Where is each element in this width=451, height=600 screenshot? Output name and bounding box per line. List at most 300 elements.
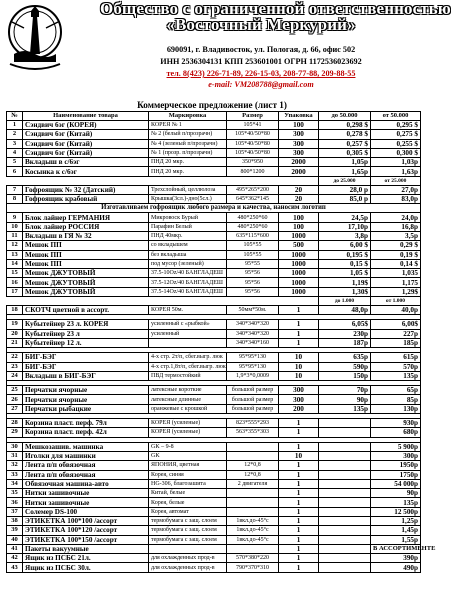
table-row	[7, 250, 421, 259]
cell-name: Обвязочная машина-авто	[23, 479, 149, 488]
cell-number: 15	[7, 269, 23, 278]
cell-number: 22	[7, 353, 23, 362]
table-row	[7, 269, 421, 278]
cell-marking: ПНД 40мкр.	[149, 231, 227, 240]
cell-price-high: 615р	[371, 353, 421, 362]
cell-name: Мешок ДЖУТОВЫЙ	[23, 287, 149, 296]
header-size: Размер	[227, 112, 279, 121]
price-break-low: до 1.000	[319, 297, 371, 306]
cell-name: Мешок ПП	[23, 259, 149, 268]
cell-marking: КОРЕЯ (усиленые)	[149, 428, 227, 437]
cell-name: Мешок ПП	[23, 241, 149, 250]
cell-price-high: 0,255 $	[371, 139, 421, 148]
cell-marking: для охлажденных прод-в	[149, 563, 227, 572]
cell-marking: термобумага с защ. слоем	[149, 535, 227, 544]
cell-marking: 37.5-12Oz/40 БАНГЛАДЕШ	[149, 278, 227, 287]
cell-size: 95*56	[227, 287, 279, 296]
table-row	[7, 516, 421, 525]
cell-price-high: 6,00$	[371, 320, 421, 329]
cell-size: 95*56	[227, 269, 279, 278]
cell-price-low	[319, 470, 371, 479]
cell-size: 2 двигателя	[227, 479, 279, 488]
cell-marking: латексные короткие	[149, 386, 227, 395]
cell-name: Гофроящик № 32 (Датский)	[23, 185, 149, 194]
header-number: №	[7, 112, 23, 121]
offer-title: Коммерческое предложение (лист 1)	[137, 100, 287, 110]
cell-name: Вкладыш в БИГ-БЭГ	[23, 371, 149, 380]
cell-package: 1	[279, 306, 319, 315]
cell-price-high: 65р	[371, 386, 421, 395]
table-row	[7, 158, 421, 167]
cell-price-high: 40,0р	[371, 306, 421, 315]
table-row	[7, 461, 421, 470]
table-row	[7, 185, 421, 194]
company-address: 690091, г. Владивосток, ул. Пологая, д. 66, офис 502	[166, 45, 356, 54]
cell-number: 17	[7, 287, 23, 296]
cell-size: 340*340*160	[227, 338, 279, 347]
cell-name: СКОТЧ цветной в ассорт.	[23, 306, 149, 315]
cell-marking: 4-х стр. 2т/п, сбег.выгр. люк	[149, 353, 227, 362]
table-row	[7, 489, 421, 498]
cell-size: 480*250*60	[227, 213, 279, 222]
company-phones: тел. 8(423) 226-71-89, 226-15-03, 208-77-88, 209-88-55	[166, 69, 356, 78]
cell-price-high: 1,55р	[371, 535, 421, 544]
cell-price-high: 135р	[371, 371, 421, 380]
cell-number: 34	[7, 479, 23, 488]
cell-price-low	[319, 554, 371, 563]
cell-number: 32	[7, 461, 23, 470]
cell-package: 1	[279, 554, 319, 563]
table-row	[7, 130, 421, 139]
cell-package: 300	[279, 139, 319, 148]
cell-package: 300	[279, 130, 319, 139]
table-row	[7, 329, 421, 338]
cell-package: 500	[279, 241, 319, 250]
cell-package: 100	[279, 121, 319, 130]
cell-number: 19	[7, 320, 23, 329]
cell-number: 40	[7, 535, 23, 544]
cell-price-high: 1950р	[371, 461, 421, 470]
cell-number: 35	[7, 489, 23, 498]
cell-marking: оранжевые с крошкой	[149, 404, 227, 413]
cell-package: 1	[279, 470, 319, 479]
cell-package: 2000	[279, 158, 319, 167]
cell-number: 9	[7, 213, 23, 222]
cell-package: 1	[279, 329, 319, 338]
table-row	[7, 386, 421, 395]
cell-price-high: 0,19 $	[371, 250, 421, 259]
table-row	[7, 320, 421, 329]
table-row	[7, 371, 421, 380]
cell-name: Сэндвич 6эг (Китай)	[23, 130, 149, 139]
cell-name: Перчатки рыбацкие	[23, 404, 149, 413]
cell-price-low	[319, 442, 371, 451]
cell-number: 30	[7, 442, 23, 451]
cell-price-high: 24,0р	[371, 213, 421, 222]
cell-name: Кубытейнер 23 л. КОРЕЯ	[23, 320, 149, 329]
cell-price-high: 1,29$	[371, 287, 421, 296]
cell-number: 7	[7, 185, 23, 194]
cell-size: 105*41	[227, 121, 279, 130]
cell-number: 23	[7, 362, 23, 371]
cell-price-low	[319, 535, 371, 544]
cell-price-high: 1,63р	[371, 167, 421, 176]
price-break-spacer	[7, 297, 319, 306]
cell-marking: Китай, белые	[149, 489, 227, 498]
cell-size: 50мм*50м.	[227, 306, 279, 315]
table-row	[7, 222, 421, 231]
table-row	[7, 404, 421, 413]
lighthouse-logo-icon	[6, 2, 64, 74]
cell-marking: ПНД 20 мкр.	[149, 167, 227, 176]
cell-name: Ящик из ПСБС 21л.	[23, 554, 149, 563]
cell-number: 11	[7, 231, 23, 240]
cell-package: 2000	[279, 167, 319, 176]
table-header-row	[7, 112, 421, 121]
cell-name: Сэндвич 6эг (Китай)	[23, 139, 149, 148]
price-break-low: до 25.000	[319, 176, 371, 185]
table-row	[7, 362, 421, 371]
cell-price-low	[319, 526, 371, 535]
cell-name: Иголки для машинки	[23, 451, 149, 460]
cell-marking: № 2 (белый п/прозрачн)	[149, 130, 227, 139]
cell-marking: Парафин Белый	[149, 222, 227, 231]
cell-price-high: 680р	[371, 428, 421, 437]
header-name: Наименование товара	[23, 112, 149, 121]
cell-price-high: 135р	[371, 498, 421, 507]
company-title-line1: Общество с ограниченной ответственностью	[100, 0, 451, 18]
cell-package: 1	[279, 535, 319, 544]
cell-package: 100	[279, 222, 319, 231]
cell-size: 105*40/50*80	[227, 148, 279, 157]
price-break-high: от 1.000	[371, 297, 421, 306]
cell-package: 300	[279, 386, 319, 395]
cell-number: 21	[7, 338, 23, 347]
table-row	[7, 395, 421, 404]
cell-price-low	[319, 479, 371, 488]
cell-price-high: 85р	[371, 395, 421, 404]
cell-name: Косынка к с/6эг	[23, 167, 149, 176]
cell-package: 1000	[279, 231, 319, 240]
price-break-spacer	[7, 176, 319, 185]
cell-name: Вкладыш в ГЯ № 32	[23, 231, 149, 240]
cell-price-low: 0,195 $	[319, 250, 371, 259]
cell-number: 12	[7, 241, 23, 250]
cell-price-low	[319, 516, 371, 525]
cell-number: 41	[7, 544, 23, 553]
cell-name: Корзина пласт. перф. 79л	[23, 419, 149, 428]
cell-size: 105*55	[227, 241, 279, 250]
cell-size: 95*55	[227, 259, 279, 268]
cell-package: 1	[279, 428, 319, 437]
cell-price-low	[319, 507, 371, 516]
cell-marking: Трехслойный, целлюлоза	[149, 185, 227, 194]
cell-package: 1	[279, 544, 319, 553]
cell-price-high: 1,45р	[371, 526, 421, 535]
cell-number: 24	[7, 371, 23, 380]
cell-price-low: 28,0 р	[319, 185, 371, 194]
letterhead	[0, 0, 451, 110]
table-row	[7, 479, 421, 488]
cell-price-high: 90р	[371, 489, 421, 498]
cell-size	[227, 507, 279, 516]
cell-package: 20	[279, 195, 319, 204]
cell-name: Лента п/п обвязочная	[23, 461, 149, 470]
cell-price-low	[319, 451, 371, 460]
cell-package: 300	[279, 395, 319, 404]
cell-price-low	[319, 428, 371, 437]
cell-size: 790*370*310	[227, 563, 279, 572]
cell-package: 10	[279, 353, 319, 362]
cell-number: 37	[7, 507, 23, 516]
cell-package: 1	[279, 419, 319, 428]
cell-name: Кубытейнер 23 л	[23, 329, 149, 338]
cell-number: 28	[7, 419, 23, 428]
cell-number: 8	[7, 195, 23, 204]
table-row	[7, 231, 421, 240]
cell-number: 36	[7, 498, 23, 507]
cell-price-low: 0,278 $	[319, 130, 371, 139]
company-inn: ИНН 2536304131 КПП 253601001 ОГРН 1172536023692	[160, 57, 362, 66]
cell-price-high: 0,275 $	[371, 130, 421, 139]
cell-package: 1	[279, 338, 319, 347]
cell-marking: КОРЕЯ (усиленые)	[149, 419, 227, 428]
table-row	[7, 526, 421, 535]
cell-size: 12*0,8	[227, 461, 279, 470]
cell-price-low: 70р	[319, 386, 371, 395]
cell-marking: без вкладыша	[149, 250, 227, 259]
cell-marking: GK – 9-8	[149, 442, 227, 451]
cell-price-high: В АССОРТИМЕНТЕ	[371, 544, 421, 553]
cell-number: 3	[7, 139, 23, 148]
table-row	[7, 241, 421, 250]
cell-price-high: 0,295 $	[371, 121, 421, 130]
cell-marking: 4-х стр.1,8т/п, сбег.выгр. люк	[149, 362, 227, 371]
cell-marking: № 4 (зеленый п/прозрачн)	[149, 139, 227, 148]
cell-price-low: 230р	[319, 329, 371, 338]
cell-name: Солемер DS-100	[23, 507, 149, 516]
cell-name: БИГ-БЭГ	[23, 353, 149, 362]
cell-price-low: 0,305 $	[319, 148, 371, 157]
cell-price-high: 0,14 $	[371, 259, 421, 268]
cell-size: 800*1200	[227, 167, 279, 176]
cell-package: 1	[279, 461, 319, 470]
cell-marking: для охлажденных прод-в	[149, 554, 227, 563]
cell-marking: со вкладышем	[149, 241, 227, 250]
cell-number: 4	[7, 148, 23, 157]
table-row	[7, 287, 421, 296]
cell-price-high: 300р	[371, 451, 421, 460]
cell-size: 12*0,8	[227, 470, 279, 479]
cell-name: ЭТИКЕТКА 100*120 /ассорт	[23, 526, 149, 535]
cell-size: 95*56	[227, 278, 279, 287]
cell-size: 95*95*130	[227, 353, 279, 362]
table-row	[7, 554, 421, 563]
cell-number: 27	[7, 404, 23, 413]
cell-price-low	[319, 563, 371, 572]
cell-name: Мешок ДЖУТОВЫЙ	[23, 269, 149, 278]
cell-name: БИГ-БЭГ	[23, 362, 149, 371]
cell-package: 1	[279, 442, 319, 451]
table-row	[7, 419, 421, 428]
cell-name: Мешок ДЖУТОВЫЙ	[23, 278, 149, 287]
cell-marking: латексные длинные	[149, 395, 227, 404]
cell-marking: ЯПОНИЯ, цветная	[149, 461, 227, 470]
cell-marking: под мусор (зеленый)	[149, 259, 227, 268]
cell-marking: 37.5-10Oz/40 БАНГЛАДЕШ	[149, 269, 227, 278]
cell-package: 1	[279, 516, 319, 525]
cell-size	[227, 544, 279, 553]
cell-size: 350*950	[227, 158, 279, 167]
cell-price-low: 6,00 $	[319, 241, 371, 250]
cell-price-high: 1,25р	[371, 516, 421, 525]
cell-package: 1	[279, 479, 319, 488]
cell-size: большой размер	[227, 395, 279, 404]
cell-package: 1	[279, 489, 319, 498]
cell-price-low: 1,05р	[319, 158, 371, 167]
cell-name: Корзина пласт. перф. 42л	[23, 428, 149, 437]
cell-price-high: 227р	[371, 329, 421, 338]
cell-size: 340*340*320	[227, 320, 279, 329]
cell-package: 1000	[279, 278, 319, 287]
cell-size: 563*355*303	[227, 428, 279, 437]
cell-marking: усиленный с «рыбкой»	[149, 320, 227, 329]
cell-number: 20	[7, 329, 23, 338]
cell-package: 1	[279, 498, 319, 507]
cell-number: 10	[7, 222, 23, 231]
cell-price-high: 490р	[371, 563, 421, 572]
price-break-row	[7, 176, 421, 185]
table-row	[7, 470, 421, 479]
price-table	[6, 111, 436, 573]
cell-marking: КОРЕЯ 50м.	[149, 306, 227, 315]
table-row	[7, 442, 421, 451]
header-price-high: от 50.000	[371, 112, 421, 121]
cell-size: 1вкл.до-45°c	[227, 535, 279, 544]
cell-size: 1,9*3*0,0009	[227, 371, 279, 380]
cell-size	[227, 442, 279, 451]
table-row	[7, 507, 421, 516]
cell-price-low: 150р	[319, 371, 371, 380]
cell-price-low	[319, 461, 371, 470]
cell-price-high: 54 000р	[371, 479, 421, 488]
table-row	[7, 451, 421, 460]
cell-price-high: 3,5р	[371, 231, 421, 240]
cell-name: Сэндвич 6эг (КОРЕЯ)	[23, 121, 149, 130]
cell-price-low: 0,257 $	[319, 139, 371, 148]
cell-price-low: 6,05$	[319, 320, 371, 329]
cell-marking	[149, 544, 227, 553]
table-row	[7, 278, 421, 287]
cell-price-low: 135р	[319, 404, 371, 413]
cell-size: 480*250*60	[227, 222, 279, 231]
cell-size: 105*40/50*80	[227, 139, 279, 148]
cell-marking: № 1 (прозр. п/прозрачн)	[149, 148, 227, 157]
cell-name: Нитки зашивочные	[23, 498, 149, 507]
cell-price-low	[319, 498, 371, 507]
cell-name: Мешок ПП	[23, 250, 149, 259]
cell-number: 25	[7, 386, 23, 395]
cell-size: 1вкл.до-45°c	[227, 516, 279, 525]
cell-name: Перчатки ячорные	[23, 395, 149, 404]
table-row	[7, 139, 421, 148]
cell-marking: ПВД термостойкий	[149, 371, 227, 380]
cell-marking: GK	[149, 451, 227, 460]
cell-size: большой размер	[227, 386, 279, 395]
cell-price-low: 1,19$	[319, 278, 371, 287]
table-note: Изготавливаем гофроящик любого размера и качества, наносим логотип	[7, 204, 421, 213]
cell-price-high: 1,175	[371, 278, 421, 287]
cell-number: 33	[7, 470, 23, 479]
cell-package: 1	[279, 320, 319, 329]
cell-number: 1	[7, 121, 23, 130]
cell-number: 18	[7, 306, 23, 315]
cell-package: 10	[279, 362, 319, 371]
cell-package: 300	[279, 148, 319, 157]
cell-price-low: 0,298 $	[319, 121, 371, 130]
table-note-row	[7, 204, 421, 213]
cell-number: 43	[7, 563, 23, 572]
cell-marking: КОРЕЯ № 1	[149, 121, 227, 130]
cell-price-high: 83,0р	[371, 195, 421, 204]
cell-package: 1000	[279, 259, 319, 268]
cell-price-high: 0,29 $	[371, 241, 421, 250]
cell-number: 14	[7, 259, 23, 268]
cell-price-low: 1,65р	[319, 167, 371, 176]
cell-number: 26	[7, 395, 23, 404]
cell-name: Блок лайнер РОССИЯ	[23, 222, 149, 231]
cell-size: 823*555*293	[227, 419, 279, 428]
cell-name: Перчатки ячорные	[23, 386, 149, 395]
cell-price-low	[319, 544, 371, 553]
cell-marking: Корея, белые	[149, 498, 227, 507]
table-body	[7, 121, 436, 573]
table-row	[7, 121, 421, 130]
price-break-row	[7, 297, 421, 306]
cell-marking: Микровоск Бурый	[149, 213, 227, 222]
cell-package: 1000	[279, 269, 319, 278]
cell-size: 645*362*145	[227, 195, 279, 204]
cell-name: Кубытейнер 12 л.	[23, 338, 149, 347]
header-marking: Маркировка	[149, 112, 227, 121]
cell-price-low: 590р	[319, 362, 371, 371]
cell-name: Блок лайнер ГЕРМАНИЯ	[23, 213, 149, 222]
table-row	[7, 148, 421, 157]
table-row	[7, 195, 421, 204]
cell-price-high: 27,0р	[371, 185, 421, 194]
cell-size: большой размер	[227, 404, 279, 413]
cell-package: 1000	[279, 287, 319, 296]
table-row	[7, 544, 421, 553]
cell-package: 10	[279, 451, 319, 460]
cell-marking: HG-306, благозашита	[149, 479, 227, 488]
cell-price-low: 85,0 р	[319, 195, 371, 204]
cell-price-high: 185р	[371, 338, 421, 347]
cell-price-high: 5 900р	[371, 442, 421, 451]
price-break-high: от 25.000	[371, 176, 421, 185]
cell-package: 1	[279, 507, 319, 516]
cell-number: 29	[7, 428, 23, 437]
cell-package: 200	[279, 404, 319, 413]
table-row	[7, 167, 421, 176]
cell-number: 38	[7, 516, 23, 525]
cell-number: 39	[7, 526, 23, 535]
cell-marking	[149, 338, 227, 347]
table-row	[7, 498, 421, 507]
cell-price-low: 1,30$	[319, 287, 371, 296]
table-row	[7, 306, 421, 315]
cell-marking: термобумага с защ. слоем	[149, 516, 227, 525]
